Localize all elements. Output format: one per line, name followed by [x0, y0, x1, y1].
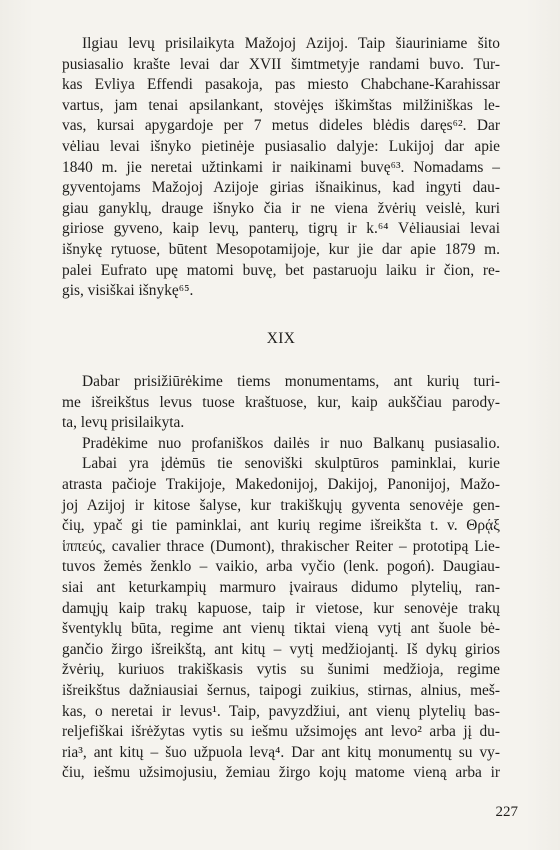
text-line: atrasta pačioje Trakijoje, Makedonijoj, Dakijoj, Panonijoj, Mažo- [62, 475, 500, 493]
text-line: kas, o neretai ir levus¹. Taip, pavyzdžiui, ant vienų plytelių bas- [62, 702, 500, 720]
text-line: vartus, jam tenai apsilankant, stovėjęs iškimštas milžiniškas le- [62, 96, 500, 114]
text-line: gančio žirgo išreikštą, ant kitų – vytį medžiojantį. Iš dykų girios [62, 640, 500, 658]
text-line: pusiasalio krašte levai dar XVII šimtmetyje randami buvo. Tur- [62, 55, 500, 73]
text-line: tuvos žemės ženklo – vaikio, arba vyčio (lenk. pogoń). Daugiau- [62, 558, 500, 576]
text-line: Ilgiau levų prisilaikyta Mažojoj Azijoj. Taip šiauriniame šito [82, 35, 500, 52]
text-line: gis, visiškai išnykę⁶⁵. [62, 282, 194, 300]
text-line: reljefiškai išrėžytas vytis su iešmu užsimojęs ant levo² arba jį du- [62, 723, 500, 741]
text-line: čių, ypač gi tie paminklai, ant kurių regime išreikšta t. v. Θρᾴξ [62, 517, 500, 535]
text-line: ἱππεύς, cavalier thrace (Dumont), thrakischer Reiter – prototipą Lie- [62, 537, 500, 555]
text-line: kas Evliya Effendi pasakoja, pas miesto Chabchane-Karahissar [62, 76, 500, 94]
text-line: išreikštus dažniausiai šernus, taipogi zuikius, stirnas, alnius, meš- [62, 681, 500, 699]
text-line: me išreikštus levus tuose kraštuose, kur, kaip aukščiau parody- [62, 393, 500, 411]
section-heading: XIX [266, 330, 296, 347]
text-line: žvėrių, kuriuos trakiškasis vytis su šunimi medžioja, regime [62, 661, 500, 679]
text-line: damųjų kaip trakų kapuose, taip ir vietose, kur senovėje trakų [62, 599, 500, 617]
text-line: šventyklų būta, regime ant vienų tiktai vieną vytį ant šuole bė- [62, 620, 500, 638]
text-line: ria³, ant kitų – šuo užpuola levą⁴. Dar ant kitų monumentų su vy- [62, 743, 500, 761]
text-line: 1840 m. jie neretai užtinkami ir naikinami buvę⁶³. Nomadams – [62, 158, 500, 176]
paragraph-lions-asia-minor [62, 34, 500, 302]
text-line: giau ganyklų, drauge išnyko čia ir ne viena žvėrių veislė, kuri [62, 199, 500, 217]
text-line: palei Eufrato upę matomi buvę, bet pastaruoju laiku ir čion, re- [62, 261, 500, 279]
page-number: 227 [495, 804, 518, 820]
paragraph-monuments [62, 372, 500, 784]
text-line: čiu, iešmu užsimojusiu, žemiau žirgo kojų matome vieną arba ir [62, 764, 500, 782]
text-line: joj Azijoj ir kitose šalyse, kur trakiškųjų gyventa senovėje gen- [62, 496, 500, 514]
text-line: giriose gyveno, kaip levų, panterų, tigrų ir k.⁶⁴ Vėliausiai levai [62, 220, 500, 238]
text-line: Labai yra įdėmūs tie senoviški skulptūros paminklai, kurie [82, 455, 500, 473]
text-line: vas, kursai apygardoje per 7 metus dideles blėdis daręs⁶². Dar [62, 117, 500, 135]
text-line: Dabar prisižiūrėkime tiems monumentams, ant kurių turi- [82, 373, 500, 390]
text-line: gyventojams Mažojoj Azijoje girias išnaikinus, kad ingyti dau- [62, 179, 500, 197]
text-line: Pradėkime nuo profaniškos dailės ir nuo Balkanų pusiasalio. [82, 434, 500, 452]
text-line: siai ant keturkampių marmuro įvairaus didumo plytelių, ran- [62, 578, 500, 596]
text-line: vėliau levai išnyko pietinėje pusiasalio dalyje: Lukijoj dar apie [62, 137, 500, 155]
text-line: ta, levų prisilaikyta. [62, 414, 185, 432]
text-line: išnykę rytuose, būtent Mesopotamijoje, kur jie dar apie 1879 m. [62, 240, 500, 258]
